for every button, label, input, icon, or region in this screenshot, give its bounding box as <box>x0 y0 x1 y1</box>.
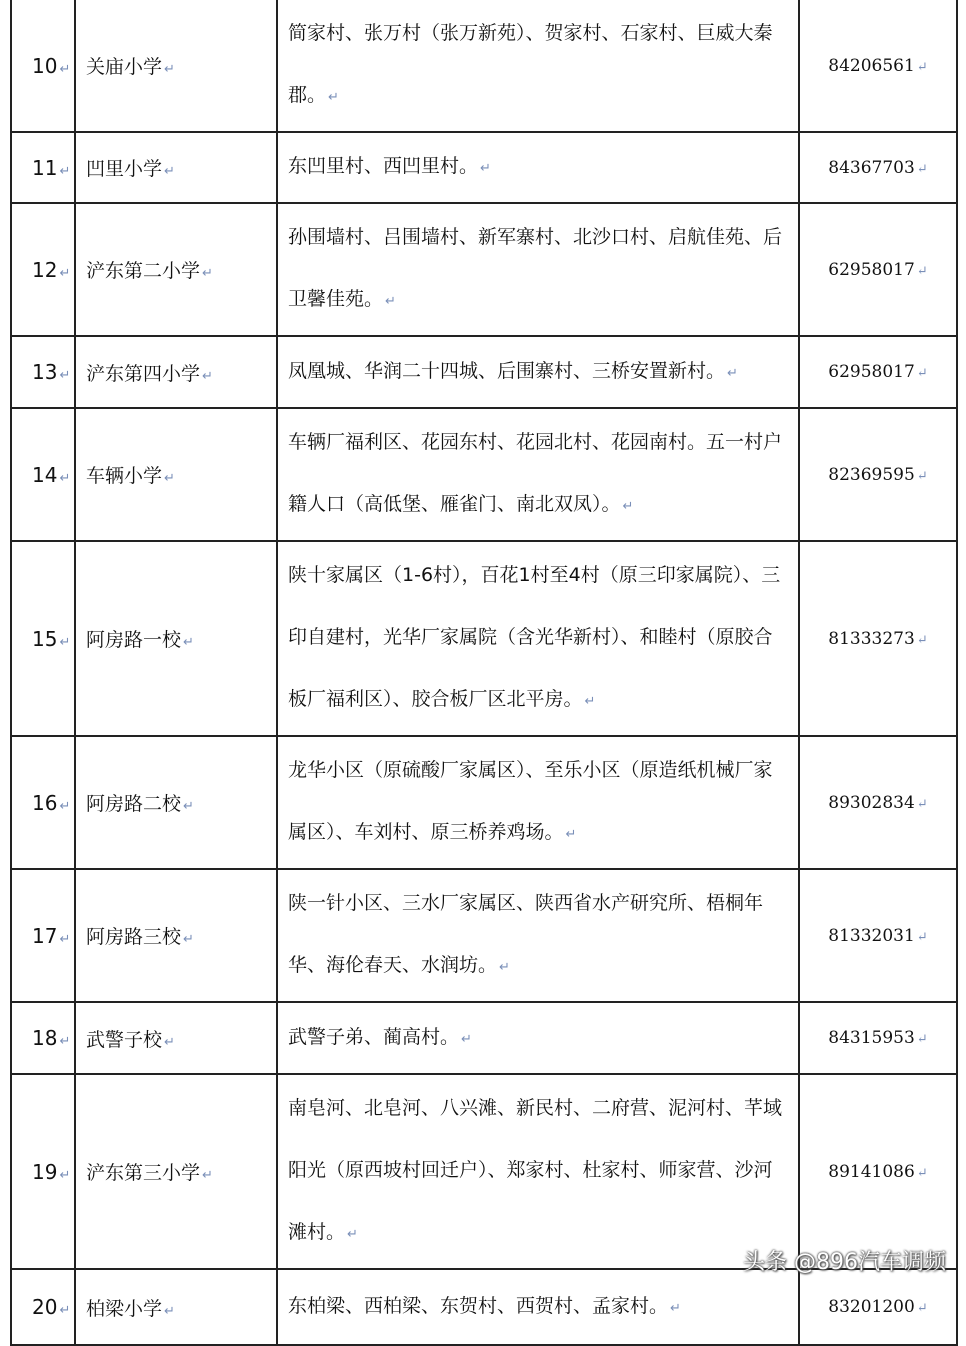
school-name-cell: 阿房路三校 ↵ <box>75 869 277 1002</box>
table-row <box>11 1074 957 1269</box>
school-name-cell: 车辆小学 ↵ <box>75 408 277 541</box>
row-number-cell: 14 ↵ <box>11 408 75 541</box>
table-row <box>11 336 957 408</box>
phone-cell: 89141086 ↵ <box>799 1074 957 1269</box>
enrollment-area-cell: 陕一针小区、三水厂家属区、陕西省水产研究所、梧桐年华、海伦春天、水润坊。 ↵ <box>277 869 799 1002</box>
table-row <box>11 408 957 541</box>
row-number-cell: 15 ↵ <box>11 541 75 736</box>
phone-cell: 84367703 ↵ <box>799 132 957 203</box>
enrollment-area-cell: 简家村、张万村（张万新苑）、贺家村、石家村、巨威大秦郡。 ↵ <box>277 0 799 132</box>
row-number-cell: 10 ↵ <box>11 0 75 132</box>
row-number-cell: 18 ↵ <box>11 1002 75 1074</box>
phone-cell: 82369595 ↵ <box>799 408 957 541</box>
enrollment-area-cell: 孙围墙村、吕围墙村、新军寨村、北沙口村、启航佳苑、后卫馨佳苑。 ↵ <box>277 203 799 336</box>
phone-cell: 89302834 ↵ <box>799 736 957 869</box>
enrollment-area-cell: 车辆厂福利区、花园东村、花园北村、花园南村。五一村户籍人口（高低堡、雁雀门、南北双凤）。 ↵ <box>277 408 799 541</box>
school-name-cell: 浐东第三小学 ↵ <box>75 1074 277 1269</box>
school-name-cell: 阿房路二校 ↵ <box>75 736 277 869</box>
phone-cell: 83201200 ↵ <box>799 1269 957 1345</box>
watermark: 头条 @896汽车调频 <box>743 1250 946 1275</box>
table-row <box>11 203 957 336</box>
table-body <box>11 0 957 1345</box>
phone-cell: 62958017 ↵ <box>799 336 957 408</box>
phone-cell: 81333273 ↵ <box>799 541 957 736</box>
row-number-cell: 20 ↵ <box>11 1269 75 1345</box>
row-number-cell: 12 ↵ <box>11 203 75 336</box>
table-row <box>11 736 957 869</box>
table-row <box>11 1002 957 1074</box>
school-name-cell: 浐东第四小学 ↵ <box>75 336 277 408</box>
row-number-cell: 11 ↵ <box>11 132 75 203</box>
phone-cell: 62958017 ↵ <box>799 203 957 336</box>
school-name-cell: 关庙小学 ↵ <box>75 0 277 132</box>
row-number-cell: 13 ↵ <box>11 336 75 408</box>
enrollment-area-cell: 东柏梁、西柏梁、东贺村、西贺村、孟家村。 ↵ <box>277 1269 799 1345</box>
enrollment-area-cell: 南皂河、北皂河、八兴滩、新民村、二府营、泥河村、芊域阳光（原西坡村回迁户）、郑家村、杜家村、师家营、沙河滩村。 ↵ <box>277 1074 799 1269</box>
enrollment-area-cell: 武警子弟、蔺高村。 ↵ <box>277 1002 799 1074</box>
table-row <box>11 869 957 1002</box>
row-number-cell: 19 ↵ <box>11 1074 75 1269</box>
school-name-cell: 柏梁小学 ↵ <box>75 1269 277 1345</box>
table-row <box>11 0 957 132</box>
school-name-cell: 凹里小学 ↵ <box>75 132 277 203</box>
table-row <box>11 132 957 203</box>
phone-cell: 84315953 ↵ <box>799 1002 957 1074</box>
table-row <box>11 1269 957 1345</box>
enrollment-area-cell: 凤凰城、华润二十四城、后围寨村、三桥安置新村。 ↵ <box>277 336 799 408</box>
enrollment-area-cell: 龙华小区（原硫酸厂家属区）、至乐小区（原造纸机械厂家属区）、车刘村、原三桥养鸡场。 ↵ <box>277 736 799 869</box>
table-row <box>11 541 957 736</box>
school-district-table <box>10 0 958 1346</box>
school-name-cell: 阿房路一校 ↵ <box>75 541 277 736</box>
school-name-cell: 武警子校 ↵ <box>75 1002 277 1074</box>
enrollment-area-cell: 东凹里村、西凹里村。 ↵ <box>277 132 799 203</box>
enrollment-area-cell: 陕十家属区（1-6村），百花1村至4村（原三印家属院）、三印自建村，光华厂家属院（含光华新村）、和睦村（原胶合板厂福利区）、胶合板厂区北平房。 ↵ <box>277 541 799 736</box>
row-number-cell: 16 ↵ <box>11 736 75 869</box>
phone-cell: 84206561 ↵ <box>799 0 957 132</box>
row-number-cell: 17 ↵ <box>11 869 75 1002</box>
school-name-cell: 浐东第二小学 ↵ <box>75 203 277 336</box>
phone-cell: 81332031 ↵ <box>799 869 957 1002</box>
